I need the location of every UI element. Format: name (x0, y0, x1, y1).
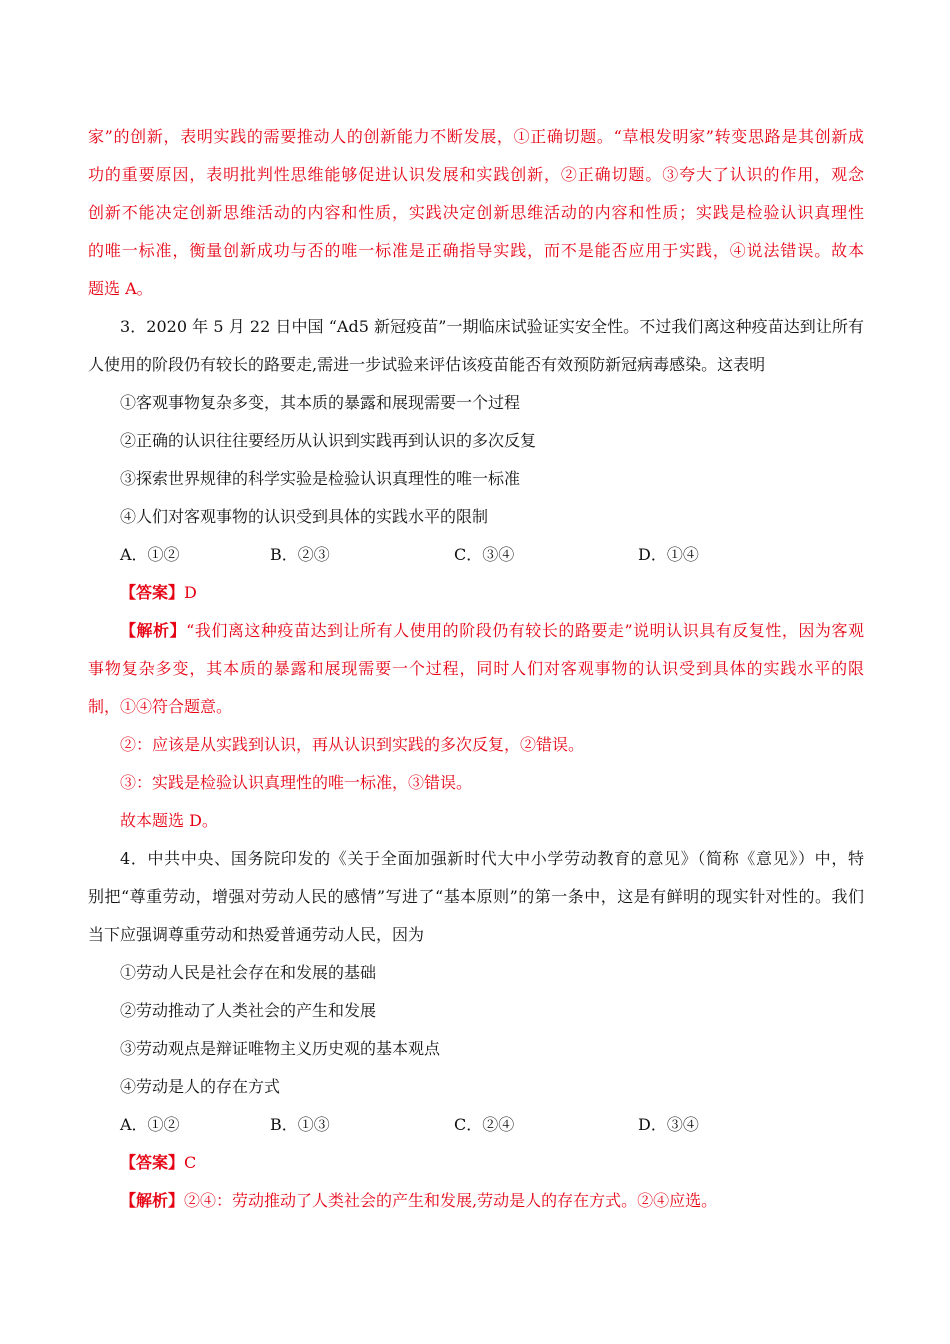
analysis-line (88, 612, 864, 650)
statement-4: ④人们对客观事物的认识受到具体的实践水平的限制 (120, 507, 489, 526)
answer-line (88, 1144, 864, 1182)
analysis-line: 的唯一标准，衡量创新成功与否的唯一标准是正确指导实践，而不是能否应用于实践，④说法错误。故本 (88, 241, 864, 260)
statement-3: ③劳动观点是辩证唯物主义历史观的基本观点 (120, 1039, 441, 1058)
document-page (88, 118, 864, 1220)
analysis-line: 家”的创新，表明实践的需要推动人的创新能力不断发展，①正确切题。“草根发明家”转变思路是其创新成 (88, 127, 864, 146)
answer-label: 【答案】 (120, 583, 185, 602)
statement-2: ②正确的认识往往要经历从认识到实践再到认识的多次反复 (120, 431, 537, 450)
question-stem-line: 3．2020 年 5 月 22 日中国 “Ad5 新冠疫苗”一期临床试验证实安全性。不过我们离这种疫苗达到让所有 (120, 317, 864, 336)
analysis-line: 创新不能决定创新思维活动的内容和性质，实践决定创新思维活动的内容和性质；实践是检验认识真理性 (88, 203, 864, 222)
option-d: D．③④ (638, 1115, 699, 1134)
statement-3: ③探索世界规律的科学实验是检验认识真理性的唯一标准 (120, 469, 521, 488)
question-stem-line: 别把“尊重劳动，增强对劳动人民的感情”写进了“基本原则”的第一条中，这是有鲜明的现实针对性的。我们 (88, 887, 864, 906)
statement-2: ②劳动推动了人类社会的产生和发展 (120, 1001, 377, 1020)
answer-value: D (184, 583, 197, 602)
analysis-line: ②：应该是从实践到认识，再从认识到实践的多次反复，②错误。 (120, 735, 585, 754)
question-3 (88, 308, 864, 840)
previous-analysis-continuation (88, 118, 864, 308)
analysis-conclusion: 故本题选 D。 (120, 811, 218, 830)
answer-options (88, 1106, 864, 1144)
analysis-line: ③：实践是检验认识真理性的唯一标准，③错误。 (120, 773, 473, 792)
statement-1: ①劳动人民是社会存在和发展的基础 (120, 963, 377, 982)
question-stem-line: 当下应强调尊重劳动和热爱普通劳动人民，因为 (88, 925, 425, 944)
analysis-label: 【解析】 (120, 1191, 185, 1210)
option-d: D．①④ (638, 545, 699, 564)
question-stem-line: 4．中共中央、国务院印发的《关于全面加强新时代大中小学劳动教育的意见》（简称《意见》）中，特 (120, 849, 864, 868)
analysis-line: 题选 A。 (88, 279, 153, 298)
option-b: B．①③ (270, 1115, 330, 1134)
analysis-line (88, 1182, 864, 1220)
option-c: C．③④ (454, 545, 515, 564)
option-a: A．①② (120, 545, 180, 564)
answer-options (88, 536, 864, 574)
question-4 (88, 840, 864, 1220)
analysis-line: 功的重要原因，表明批判性思维能够促进认识发展和实践创新，②正确切题。③夸大了认识的作用，观念 (88, 165, 864, 184)
answer-label: 【答案】 (120, 1153, 185, 1172)
analysis-line: 事物复杂多变，其本质的暴露和展现需要一个过程，同时人们对客观事物的认识受到具体的实践水平的限 (88, 659, 864, 678)
option-c: C．②④ (454, 1115, 515, 1134)
question-stem-line: 人使用的阶段仍有较长的路要走,需进一步试验来评估该疫苗能否有效预防新冠病毒感染。这表明 (88, 355, 766, 374)
statement-4: ④劳动是人的存在方式 (120, 1077, 281, 1096)
option-b: B．②③ (270, 545, 330, 564)
option-a: A．①② (120, 1115, 180, 1134)
statement-1: ①客观事物复杂多变，其本质的暴露和展现需要一个过程 (120, 393, 521, 412)
answer-value: C (184, 1153, 197, 1172)
analysis-label: 【解析】 (120, 621, 187, 640)
analysis-line: 制，①④符合题意。 (88, 697, 233, 716)
analysis-text: ②④：劳动推动了人类社会的产生和发展,劳动是人的存在方式。②④应选。 (184, 1191, 718, 1210)
answer-line (88, 574, 864, 612)
analysis-text: “我们离这种疫苗达到让所有人使用的阶段仍有较长的路要走”说明认识具有反复性，因为客观 (186, 621, 864, 640)
